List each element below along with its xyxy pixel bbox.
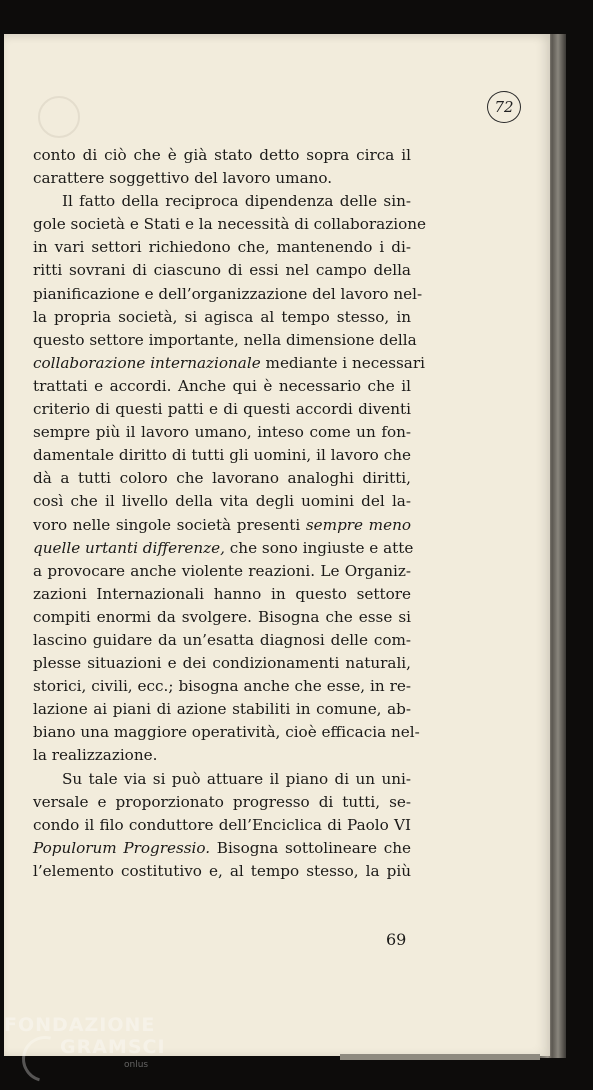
text-line: [33, 744, 411, 767]
line-text: sempre più il lavoro umano, inteso come un fon-: [33, 423, 411, 442]
line-text: lascino guidare da un’esatta diagnosi delle com-: [33, 630, 411, 649]
line-text: Il fatto della reciproca dipendenza delle sin-: [62, 192, 411, 211]
line-text: condo il filo conduttore dell’Enciclica di Paolo VI: [33, 815, 411, 834]
line-text: damentale diritto di tutti gli uomini, il lavoro che: [33, 446, 411, 465]
text-line: [33, 144, 411, 167]
text-line: [33, 375, 411, 398]
text-line: [33, 398, 411, 421]
italic-phrase: quelle urtanti differenze,: [33, 538, 225, 557]
line-text: l’elemento costitutivo e, al tempo stesso, la più: [33, 861, 411, 880]
text-line: [33, 606, 411, 629]
line-text: gole società e Stati e la necessità di collaborazione: [33, 215, 427, 234]
line-text: lazione ai piani di azione stabiliti in comune, ab-: [33, 700, 411, 719]
line-text: la propria società, si agisca al tempo stesso, in: [33, 307, 411, 326]
line-text: biano una maggiore operatività, cioè efficacia nel-: [33, 723, 420, 742]
line-text: Bisogna sottolineare che: [210, 838, 411, 857]
text-line: [33, 537, 414, 560]
line-text: che sono ingiuste e atte: [224, 538, 414, 557]
line-text: trattati e accordi. Anche qui è necessario che il: [33, 376, 411, 395]
text-line: [33, 421, 411, 444]
italic-phrase: collaborazione internazionale: [33, 353, 261, 372]
text-line: [33, 329, 417, 352]
text-line: [33, 814, 411, 837]
line-text: storici, civili, ecc.; bisogna anche che esse, in re-: [33, 677, 411, 696]
body-text: [33, 144, 427, 883]
text-line: [33, 698, 411, 721]
text-line: [33, 190, 411, 213]
line-text: conto di ciò che è già stato detto sopra circa il: [33, 146, 411, 164]
line-text: plesse situazioni e dei condizionamenti naturali,: [33, 654, 411, 673]
line-text: voro nelle singole società presenti: [33, 515, 306, 534]
text-line: [33, 283, 423, 306]
line-text: così che il livello della vita degli uomini del la-: [33, 492, 411, 511]
page-stack-edge: [340, 1054, 540, 1060]
text-line: [33, 306, 411, 329]
text-line: [33, 467, 411, 490]
line-text: in vari settori richiedono che, mantenendo i di-: [33, 238, 411, 257]
handwritten-folio-annotation: [487, 91, 521, 123]
line-text: questo settore importante, nella dimensione della: [33, 330, 417, 349]
text-line: [33, 652, 411, 675]
faint-stamp-mark: [38, 96, 80, 138]
line-text: mediante i necessari: [260, 353, 425, 372]
line-text: compiti enormi da svolgere. Bisogna che esse si: [33, 607, 411, 626]
italic-phrase: sempre meno: [305, 515, 411, 534]
page-number: 69: [386, 930, 407, 949]
text-line: [33, 837, 411, 860]
line-text: dà a tutti coloro che lavorano analoghi diritti,: [33, 469, 411, 488]
text-line: [33, 629, 411, 652]
line-text: ritti sovrani di ciascuno di essi nel campo della: [33, 261, 411, 280]
line-text: la realizzazione.: [33, 746, 158, 765]
italic-phrase: Populorum Progressio.: [33, 838, 211, 857]
watermark-line-3: onlus: [124, 1060, 149, 1070]
text-line: [33, 768, 411, 791]
watermark-logo: [4, 1014, 166, 1070]
text-line: [33, 213, 427, 236]
text-line: [33, 444, 411, 467]
text-line: [33, 583, 411, 606]
text-line: [33, 490, 411, 513]
text-line: [33, 236, 411, 259]
line-text: Su tale via si può attuare il piano di un uni-: [62, 769, 411, 788]
line-text: a provocare anche violente reazioni. Le Organiz-: [33, 561, 411, 580]
text-line: [33, 560, 411, 583]
line-text: versale e proporzionato progresso di tutti, se-: [33, 792, 411, 811]
text-line: [33, 675, 411, 698]
text-line: [33, 514, 411, 537]
line-text: zazioni Internazionali hanno in questo settore: [33, 584, 411, 603]
text-line: [33, 791, 411, 814]
text-line: [33, 167, 411, 190]
watermark-line-2: GRAMSCI: [60, 1036, 166, 1058]
text-line: [33, 721, 420, 744]
text-line: [33, 259, 411, 282]
text-line: [33, 860, 411, 883]
watermark-line-1: FONDAZIONE: [4, 1014, 156, 1036]
line-text: carattere soggettivo del lavoro umano.: [33, 169, 333, 188]
line-text: criterio di questi patti e di questi accordi diventi: [33, 400, 411, 419]
line-text: pianificazione e dell’organizzazione del lavoro nel-: [33, 284, 423, 303]
text-line: [33, 352, 425, 375]
folio-number: 72: [494, 98, 514, 116]
